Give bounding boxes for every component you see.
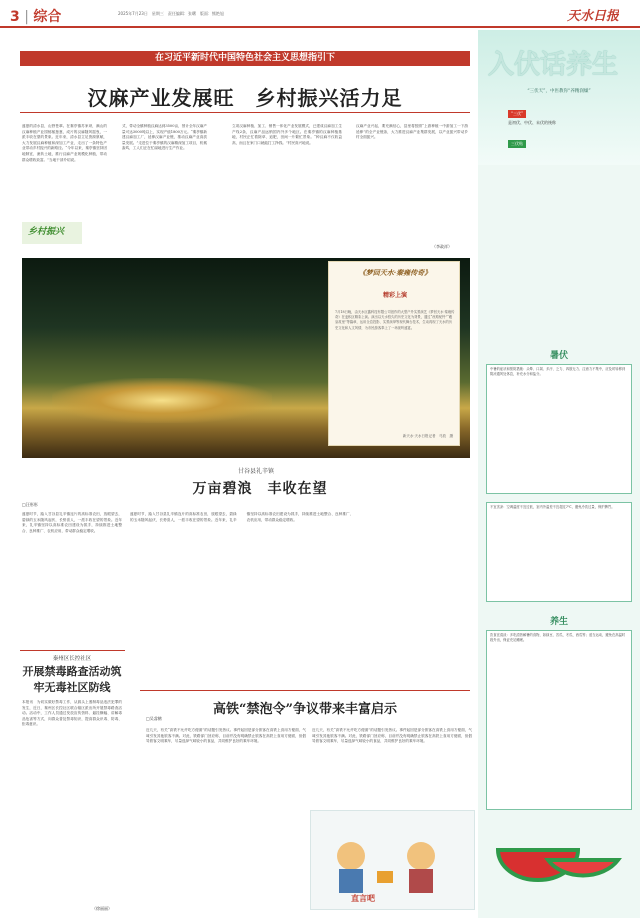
section-yangsheng: 养生 [549,617,568,627]
sidebar-title: 入伏话养生 [488,50,619,80]
lead-sign: （李政祥） [432,244,452,249]
topic-banner: 在习近平新时代中国特色社会主义思想指引下 [20,51,470,66]
article4-col-2: 近几天，有关“高铁不允许吃方便面”的话题引发热议。事件起因是部分旅客在高铁上食用方便面，气味引发其他旅客不满。对此，铁路部门回应称，目前并没有明确禁止旅客在高铁上食用方便面，但倡导旅客文明乘车，尽量选择气味较小的食品，共同维护良好的乘车环境。 [312,728,472,744]
editorial-cartoon [310,810,475,910]
article3-sign: （徐丽丽） [92,906,112,911]
article3-headline: 开展禁毒路查活动筑牢无毒社区防线 [22,665,122,694]
feature-byline: 新天水·天水日报记者 马放 摄 [402,434,453,438]
cartoon-caption: 直言吧 [351,893,375,903]
article4-author: □吴睿鹤 [146,716,162,721]
sidebar-title-block [478,30,640,165]
sanfu-text: 是初伏、中伏、末伏的统称 [508,120,556,125]
article2-cols: 盛夏时节，踏入甘谷县礼辛镇连片的高标准农田，放眼望去，碧绿的玉米随风起伏，长势喜人，一派丰收在望的景象。近年来，礼辛镇坚持以高标准农田建设为抓手，持续推进土地整合、良种推广、农机应用，带动群众稳定增收。 [130,512,354,522]
section-shufu: 暑伏 [549,351,568,361]
stage-light [52,378,272,423]
sanfu-plaster-tag: 三伏贴 [508,140,526,148]
article2-col-1: 盛夏时节，踏入甘谷县礼辛镇连片的高标准农田，放眼望去，碧绿的玉米随风起伏，长势喜人，一派丰收在望的景象。近年来，礼辛镇坚持以高标准农田建设为抓手，持续推进土地整合、良种推广、农机应用，带动群众稳定增收。 [22,512,122,533]
page-number: 3 | 综合 [10,9,62,25]
article2-author: □汪彤彤 [22,502,38,507]
watermelon-icon [488,830,628,890]
yangsheng-box: 饮食宜清淡：多吃清热解暑的食物，如绿豆、苦瓜、冬瓜、西瓜等；适当运动，避免在高温时段外出，保证充足睡眠。 [486,630,632,810]
article2-deck: 甘谷县礼辛镇 [237,468,274,475]
header-meta: 2025年7月23日 星期三 责任编辑：张曙 版面：熊艳旭 [118,11,224,16]
article4-col-1: 近几天，有关“高铁不允许吃方便面”的话题引发热议。事件起因是部分旅客在高铁上食用方便面，气味引发其他旅客不满。对此，铁路部门回应称，目前并没有明确禁止旅客在高铁上食用方便面，但倡导旅客文明乘车，尽量选择气味较小的食品，共同维护良好的乘车环境。 [146,728,306,744]
article4-headline: 高铁“禁泡令”争议带来丰富启示 [213,702,397,717]
feature-card [328,261,460,446]
newspaper-logo: 天水日报 [567,9,620,24]
sanfu-tag: “三伏” [508,110,526,118]
health-sidebar [478,30,640,918]
cartoon-illustration [311,811,475,910]
sidebar-subtitle: “三伏天”，中医教你“养精润燥” [527,89,591,94]
lead-col-4: 汉麻产业兴起，要充满信心，县里将按照“上游种植一中游加工一下游延伸”的全产业链条，大力推进汉麻产业集群发展，以产业振兴带动乡村全面振兴。 [356,124,468,140]
article3-body: 本报讯 为切实做好禁毒工作，从源头上遏制毒品违法犯罪的发生，近日，秦州区长控社区联合辖区派出所开展禁毒路查活动。活动中，工作人员通过发放宣传资料、悬挂横幅、讲解毒品危害等方式，向群众普及禁毒知识，提高群众识毒、防毒、拒毒意识。 [22,700,122,727]
feature-title: 《梦回天水·秦雍传奇》 [358,268,432,277]
page-header [0,0,640,28]
feature-body: 7月18日晚，由天水巨鑫科技有限公司创作的大型户外实景演艺《梦回天水·秦雍传奇》在麦积区精彩上演。演出以天水悠久的历史文化为背景，通过“丝路驼铃”“羲皇故里”等篇章，运用全息投影、实景演绎等现代舞台技术，生动再现了天水的历史文化和人文风情，为市民游客奉上了一场视听盛宴。 [335,310,455,330]
lead-col-2: 式，带动全镇种植汉麻达到3500亩，预计全年汉麻产量可达3000吨以上，实现产值1800万元。“秦亭镇新建汉麻加工厂，延伸汉麻产业链，推动汉麻产业高质量发展。”走进位于秦亭镇的汉麻精深加工项目，机械轰鸣，工人们正在忙碌地进行生产作业。 [122,124,207,151]
shufu-box: 中暑的症状和预防措施：头晕、口渴、多汗、乏力、四肢无力、注意力不集中，应及时转移到阴凉通风处休息，补充水分和盐分。 [486,364,632,494]
tips-box: 不宜贪凉：空调温度不宜过低，室内外温差不宜超过7℃，避免冷饮过量，保护脾胃。 [486,502,632,602]
lead-headline: 汉麻产业发展旺 乡村振兴活力足 [87,86,403,110]
lead-col-3: 立项汉麻种植、加工、销售一体化产业发展模式，已建成汉麻加工生产线2条，汉麻产品远销国内外多个地区。在秦亭镇的汉麻种植基地，村民正忙着除草、追肥，田间一片繁忙景象。“种汉麻不仅收益高，而且在家门口就能打工挣钱。”村民高兴地说。 [232,124,342,145]
article3-deck: 秦州区长控社区 [52,656,92,662]
rural-revitalization-badge: 乡村振兴 [22,222,82,244]
lead-col-1: 盛夏的清水县，山野苍翠。在秦亭镇苏家坝，满山的汉麻种植产业园郁郁葱葱，成片的汉麻随风摇曳，一派丰收在望的景象。近年来，清水县立足资源禀赋，大力发展汉麻种植和深加工产业，走出了一条特色产业带动乡村振兴的新路径。“今年以来，秦亭镇坚持因地制宜，流转土地，推行汉麻产业规模化种植，带动群众增收致富。”当地干部介绍说。 [22,124,107,162]
feature-subtitle: 精彩上演 [382,292,407,299]
article2-headline: 万亩碧浪 丰收在望 [192,481,328,497]
